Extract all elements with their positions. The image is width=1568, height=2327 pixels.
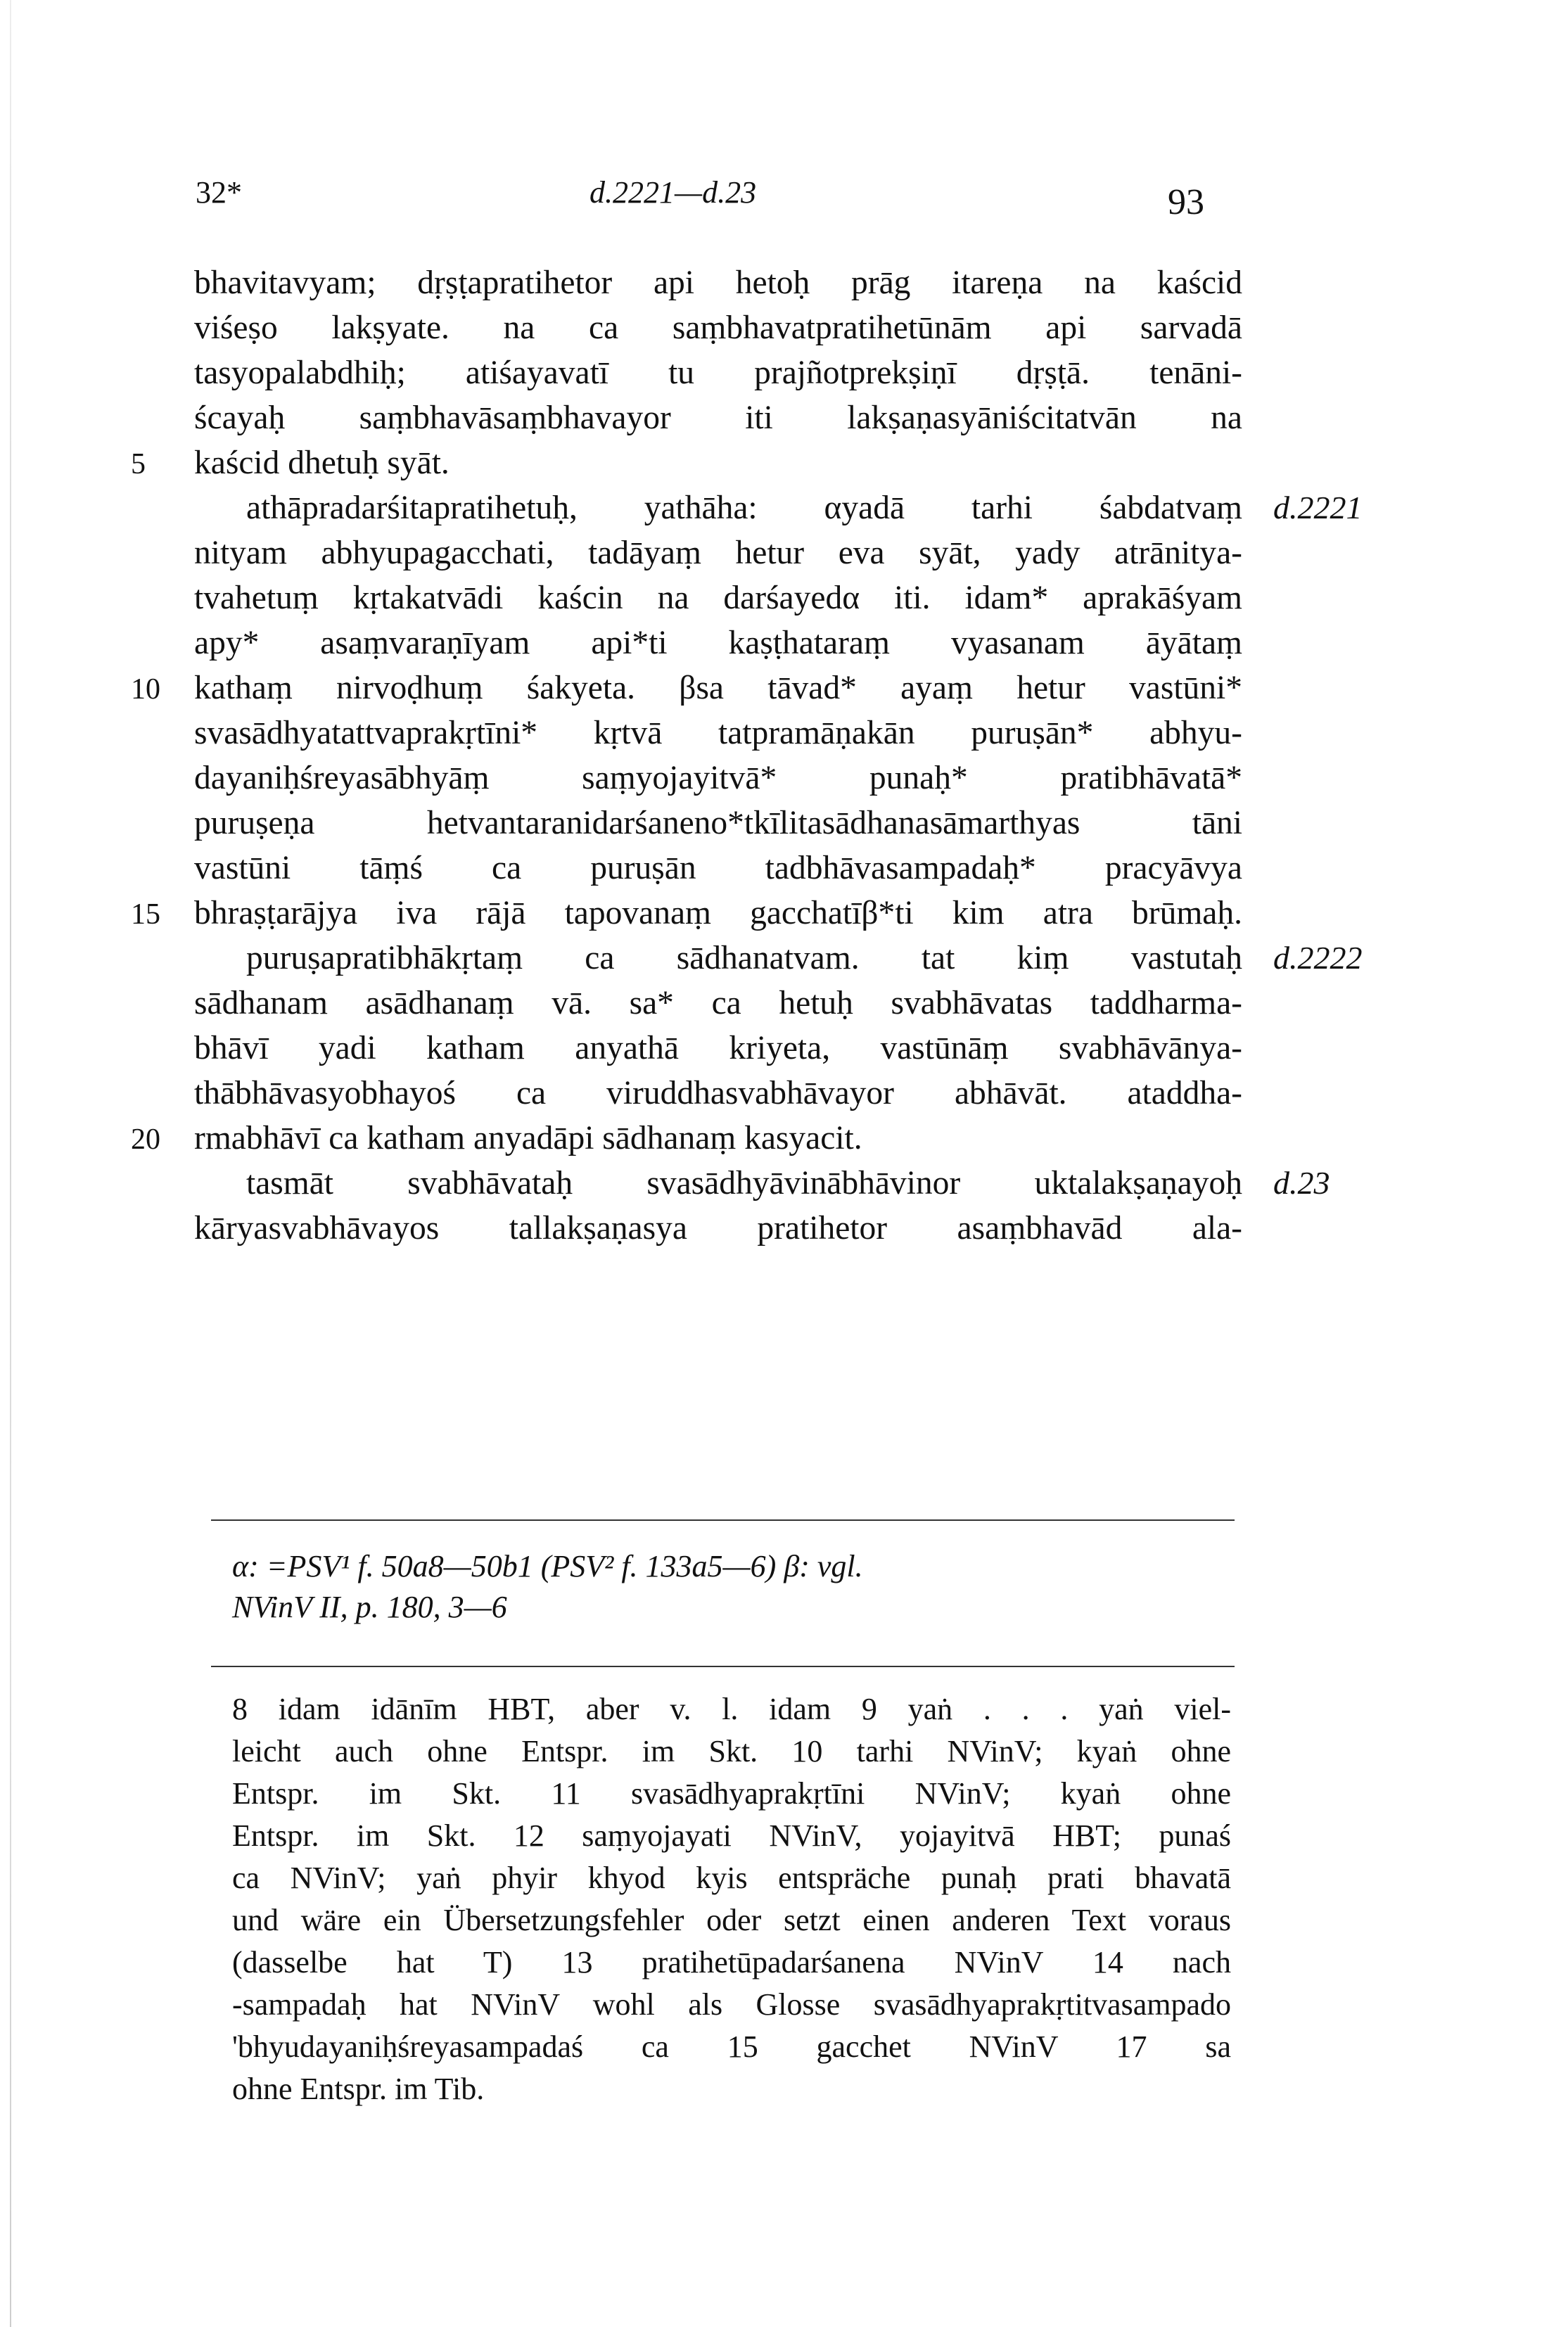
main-text-line-3: tasyopalabdhiḥ; atiśayavatī tu prajñotprekṣiṇī dṛṣṭā. tenāni- xyxy=(194,355,1242,391)
footnote-line-7: (dasselbe hat T) 13 pratihetūpadarśanena NVinV 14 nach xyxy=(232,1945,1231,1979)
apparatus-line-2: NVinV II, p. 180, 3—6 xyxy=(232,1590,507,1624)
margin-ref-d2221: d.2221 xyxy=(1273,490,1363,525)
apparatus-rule-bottom xyxy=(211,1666,1235,1667)
main-text-line-10: kathaṃ nirvoḍhuṃ śakyeta. βsa tāvad* ayaṃ hetur vastūni* xyxy=(194,670,1242,706)
main-text-line-2: viśeṣo lakṣyate. na ca saṃbhavatpratihetūnām api sarvadā xyxy=(194,310,1242,346)
main-text-line-13: puruṣeṇa hetvantaranidarśaneno*tkīlitasādhanasāmarthyas tāni xyxy=(194,805,1242,841)
main-text-line-19: thābhāvasyobhayoś ca viruddhasvabhāvayor abhāvāt. ataddha- xyxy=(194,1075,1242,1111)
footnote-line-5: ca NVinV; yaṅ phyir khyod kyis entspräche punaḥ prati bhavatā xyxy=(232,1861,1231,1895)
main-text-line-11: svasādhyatattvaprakṛtīni* kṛtvā tatpramāṇakān puruṣān* abhyu- xyxy=(194,715,1242,751)
main-text-line-6: athāpradarśitapratihetuḥ, yathāha: αyadā tarhi śabdatvaṃ xyxy=(246,490,1242,526)
header-center-label: d.2221—d.23 xyxy=(589,175,757,210)
line-number-5: 5 xyxy=(131,448,146,480)
main-text-line-17: sādhanam asādhanaṃ vā. sa* ca hetuḥ svabhāvatas taddharma- xyxy=(194,985,1242,1021)
apparatus-line-1: α: =PSV¹ f. 50a8—50b1 (PSV² f. 133a5—6) β: vgl. xyxy=(232,1549,863,1583)
scan-edge-shadow xyxy=(10,0,11,2327)
apparatus-rule-top xyxy=(211,1519,1235,1521)
footnote-line-10: ohne Entspr. im Tib. xyxy=(232,2072,485,2106)
main-text-line-8: tvahetuṃ kṛtakatvādi kaścin na darśayedα iti. idam* aprakāśyam xyxy=(194,580,1242,616)
header-left-label: 32* xyxy=(196,175,242,210)
main-text-line-16: puruṣapratibhākṛtaṃ ca sādhanatvam. tat kiṃ vastutaḥ xyxy=(246,940,1242,976)
main-text-line-21: tasmāt svabhāvataḥ svasādhyāvinābhāvinor uktalakṣaṇayoḥ xyxy=(246,1165,1242,1201)
line-number-15: 15 xyxy=(131,898,160,931)
footnote-line-4: Entspr. im Skt. 12 saṃyojayati NVinV, yojayitvā HBT; punaś xyxy=(232,1818,1231,1853)
main-text-line-7: nityam abhyupagacchati, tadāyaṃ hetur eva syāt, yady atrānitya- xyxy=(194,535,1242,571)
main-text-line-9: apy* asaṃvaraṇīyam api*ti kaṣṭhataraṃ vyasanam āyātaṃ xyxy=(194,625,1242,661)
footnote-line-9: 'bhyudayaniḥśreyasampadaś ca 15 gacchet NVinV 17 sa xyxy=(232,2029,1231,2064)
line-number-10: 10 xyxy=(131,673,160,706)
footnote-line-1: 8 idam idānīm HBT, aber v. l. idam 9 yaṅ . . . yaṅ viel- xyxy=(232,1692,1231,1726)
line-number-20: 20 xyxy=(131,1123,160,1156)
margin-ref-d2222: d.2222 xyxy=(1273,940,1363,976)
main-text-line-20: rmabhāvī ca katham anyadāpi sādhanaṃ kasyacit. xyxy=(194,1120,862,1156)
main-text-line-5: kaścid dhetuḥ syāt. xyxy=(194,445,450,481)
main-text-line-18: bhāvī yadi katham anyathā kriyeta, vastūnāṃ svabhāvānya- xyxy=(194,1030,1242,1066)
main-text-line-14: vastūni tāṃś ca puruṣān tadbhāvasampadaḥ* pracyāvya xyxy=(194,850,1242,886)
main-text-line-4: ścayaḥ saṃbhavāsaṃbhavayor iti lakṣaṇasyāniścitatvān na xyxy=(194,400,1242,436)
footnote-line-8: -sampadaḥ hat NVinV wohl als Glosse svasādhyaprakṛtitvasampado xyxy=(232,1987,1231,2022)
page-number: 93 xyxy=(1168,182,1204,222)
main-text-line-12: dayaniḥśreyasābhyāṃ saṃyojayitvā* punaḥ* pratibhāvatā* xyxy=(194,760,1242,796)
main-text-line-15: bhraṣṭarājya iva rājā tapovanaṃ gacchatīβ*ti kim atra brūmaḥ. xyxy=(194,895,1242,931)
footnote-line-3: Entspr. im Skt. 11 svasādhyaprakṛtīni NVinV; kyaṅ ohne xyxy=(232,1776,1231,1811)
footnote-line-2: leicht auch ohne Entspr. im Skt. 10 tarhi NVinV; kyaṅ ohne xyxy=(232,1734,1231,1768)
footnote-line-6: und wäre ein Übersetzungsfehler oder setzt einen anderen Text voraus xyxy=(232,1903,1231,1937)
main-text-line-1: bhavitavyam; dṛṣṭapratihetor api hetoḥ prāg itareṇa na kaścid xyxy=(194,264,1242,301)
main-text-line-22: kāryasvabhāvayos tallakṣaṇasya pratihetor asaṃbhavād ala- xyxy=(194,1210,1242,1247)
margin-ref-d23: d.23 xyxy=(1273,1165,1330,1201)
